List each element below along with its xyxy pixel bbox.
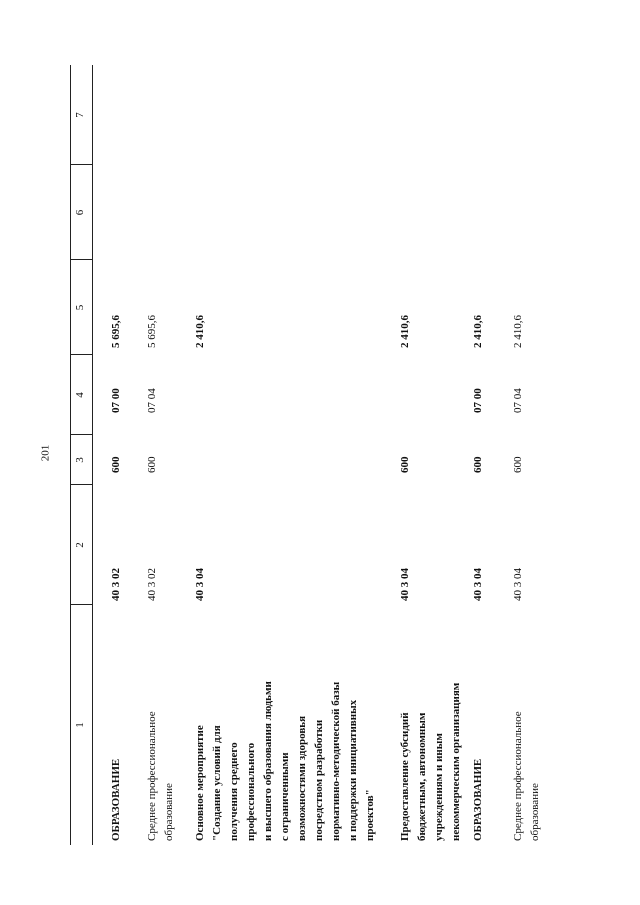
row-name-line: с ограниченными <box>279 752 291 841</box>
row-name <box>510 609 544 841</box>
row-name <box>470 609 487 841</box>
row-code: 40 3 02 <box>146 568 158 601</box>
row-sum: 2 410,6 <box>472 315 484 348</box>
row-name-line: Среднее профессиональное <box>512 711 524 841</box>
row-name-line: учреждениям и иным <box>433 733 445 841</box>
row-name-line: ОБРАЗОВАНИЕ <box>110 758 122 841</box>
row-name-line: ОБРАЗОВАНИЕ <box>472 758 484 841</box>
row-name-line: бюджетным, автономным <box>416 712 428 841</box>
row-name-line: "Создание условий для <box>211 725 223 841</box>
row-sum: 2 410,6 <box>512 315 524 348</box>
row-name <box>397 609 465 841</box>
row-name-line: получения среднего <box>228 742 240 841</box>
row-name <box>144 609 178 841</box>
row-name-line: образование <box>529 783 541 841</box>
row-expense-type: 600 <box>512 456 524 473</box>
row-section: 07 04 <box>146 388 158 413</box>
column-header-3: 3 <box>74 457 86 463</box>
column-header-2: 2 <box>74 542 86 548</box>
row-name-line: и поддержки инициативных <box>347 699 359 841</box>
row-code: 40 3 04 <box>399 568 411 601</box>
table-top-rule <box>70 65 71 845</box>
column-header-4: 4 <box>74 392 86 398</box>
row-sum: 2 410,6 <box>399 315 411 348</box>
row-name-line: возможностями здоровья <box>296 715 308 841</box>
row-name-line: нормативно-методической базы <box>330 681 342 841</box>
row-name-line: профессионального <box>245 742 257 841</box>
row-name-line: образование <box>163 783 175 841</box>
header-bottom-rule <box>92 65 93 845</box>
row-name-line: Предоставление субсидий <box>399 712 411 841</box>
row-section: 07 00 <box>472 388 484 413</box>
page-number: 201 <box>39 444 52 462</box>
row-name-line: Основное мероприятие <box>194 725 206 841</box>
rotated-budget-table <box>70 65 590 845</box>
row-code: 40 3 04 <box>194 568 206 601</box>
row-section: 07 00 <box>110 388 122 413</box>
row-section: 07 04 <box>512 388 524 413</box>
row-name-line: посредством разработки <box>313 719 325 841</box>
row-code: 40 3 04 <box>512 568 524 601</box>
row-expense-type: 600 <box>110 456 122 473</box>
row-name-line: Среднее профессиональное <box>146 711 158 841</box>
row-expense-type: 600 <box>146 456 158 473</box>
column-header-5: 5 <box>74 304 86 311</box>
row-name <box>192 609 379 841</box>
row-name-line: проектов" <box>364 789 376 841</box>
row-code: 40 3 04 <box>472 568 484 601</box>
row-code: 40 3 02 <box>110 568 122 601</box>
row-sum: 5 695,6 <box>146 315 158 348</box>
row-name-line: некоммерческим организациям <box>450 682 462 841</box>
row-name-line: и высшего образования людьми <box>262 681 274 841</box>
column-header-1: 1 <box>74 722 86 728</box>
row-name <box>108 609 125 841</box>
row-sum: 2 410,6 <box>194 315 206 348</box>
column-header-7: 7 <box>74 112 86 118</box>
row-sum: 5 695,6 <box>110 315 122 348</box>
row-expense-type: 600 <box>472 456 484 473</box>
column-header-6: 6 <box>74 209 86 216</box>
row-expense-type: 600 <box>399 456 411 473</box>
